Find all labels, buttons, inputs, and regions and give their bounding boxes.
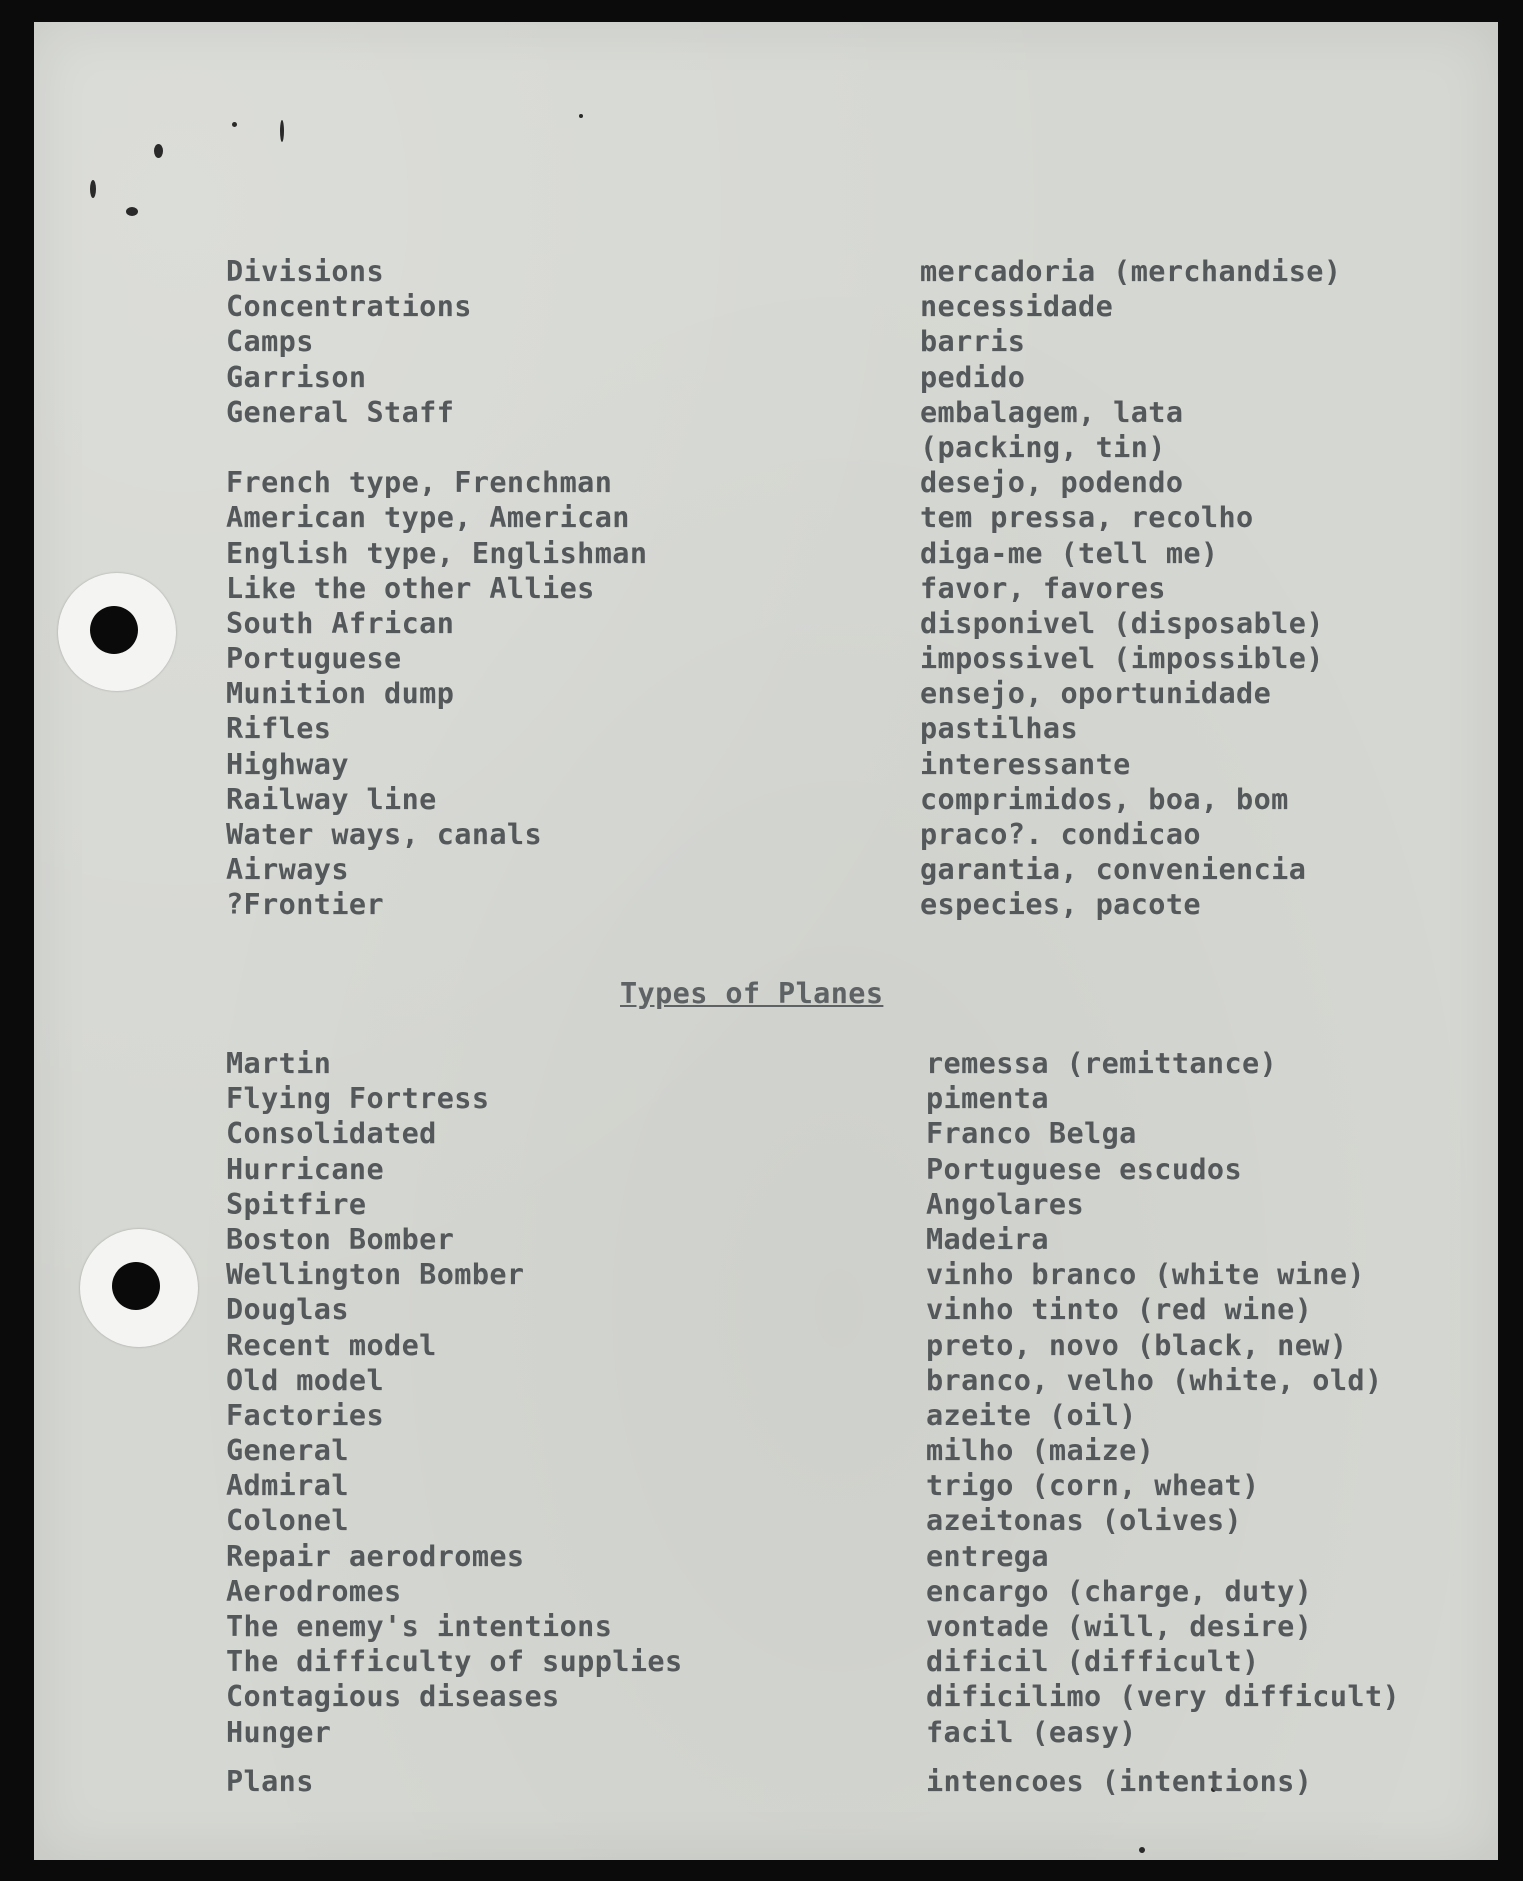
term: Aerodromes (226, 1574, 402, 1608)
term: Wellington Bomber (226, 1258, 525, 1292)
translation: vinho branco (white wine) (926, 1258, 1365, 1292)
translation: pedido (920, 360, 1026, 394)
term: Airways (226, 853, 349, 887)
term: American type, American (226, 501, 630, 535)
term: Admiral (226, 1469, 349, 1503)
term: English type, Englishman (226, 536, 648, 570)
term: The difficulty of supplies (226, 1645, 683, 1679)
term: Colonel (226, 1504, 349, 1538)
term: Recent model (226, 1328, 437, 1362)
translation: azeite (oil) (926, 1398, 1137, 1432)
translation: vinho tinto (red wine) (926, 1293, 1313, 1327)
translation: vontade (will, desire) (926, 1610, 1313, 1643)
term: Divisions (226, 255, 385, 288)
translation: Angolares (926, 1187, 1085, 1221)
translation: Portuguese escudos (926, 1152, 1243, 1186)
ink-speck (90, 180, 96, 198)
term: Boston Bomber (226, 1222, 455, 1256)
translation: dificilimo (very difficult) (926, 1680, 1401, 1714)
translation: mercadoria (merchandise) (920, 255, 1342, 288)
translation: facil (easy) (926, 1715, 1137, 1749)
translation: dificil (difficult) (926, 1645, 1260, 1679)
ink-speck (154, 144, 163, 158)
term: Flying Fortress (226, 1082, 490, 1116)
term (226, 430, 647, 465)
translation: garantia, conveniencia (920, 853, 1307, 887)
term: South African (226, 606, 455, 640)
term: Hurricane (226, 1152, 385, 1186)
term: Garrison (226, 360, 367, 394)
term: Repair aerodromes (226, 1539, 525, 1573)
punch-hole-top (58, 573, 176, 691)
top-left-column (226, 254, 647, 923)
translation: embalagem, lata (920, 395, 1184, 429)
ink-speck (232, 122, 237, 127)
term: General Staff (226, 395, 455, 429)
term: Douglas (226, 1293, 349, 1327)
term: The enemy's intentions (226, 1610, 613, 1643)
translation: tem pressa, recolho (920, 501, 1254, 535)
term: Old model (226, 1363, 385, 1397)
term: Like the other Allies (226, 571, 595, 605)
term: Consolidated (226, 1117, 437, 1151)
term: Hunger (226, 1715, 332, 1749)
translation: pimenta (926, 1082, 1049, 1116)
translation: necessidade (920, 290, 1114, 324)
translation: preto, novo (black, new) (926, 1328, 1348, 1362)
punch-hole-bottom (80, 1229, 198, 1347)
ink-speck (1139, 1847, 1145, 1853)
term: Rifles (226, 712, 332, 746)
ink-speck (280, 120, 284, 142)
translation: pastilhas (920, 712, 1079, 746)
translation: praco?. condicao (920, 818, 1201, 851)
translation: Madeira (926, 1222, 1049, 1256)
term: Railway line (226, 782, 437, 816)
translation: trigo (corn, wheat) (926, 1469, 1260, 1503)
translation: especies, pacote (920, 888, 1201, 922)
translation: comprimidos, boa, bom (920, 782, 1289, 816)
translation: interessante (920, 747, 1131, 781)
translation: intencoes (intentions) (926, 1764, 1313, 1798)
term: Contagious diseases (226, 1680, 560, 1714)
translation: entrega (926, 1539, 1049, 1573)
document-page (34, 22, 1498, 1860)
term: Spitfire (226, 1187, 367, 1221)
top-right-column (920, 254, 1341, 923)
term: Camps (226, 325, 314, 359)
translation: encargo (charge, duty) (926, 1574, 1313, 1608)
translation: milho (maize) (926, 1434, 1155, 1468)
translation: ensejo, oportunidade (920, 677, 1272, 711)
term: French type, Frenchman (226, 466, 613, 500)
translation: barris (920, 325, 1026, 359)
term: Munition dump (226, 677, 455, 711)
translation: remessa (remittance) (926, 1047, 1278, 1080)
term: ?Frontier (226, 888, 385, 922)
translation: branco, velho (white, old) (926, 1363, 1383, 1397)
bottom-right-column (926, 1046, 1400, 1799)
translation: (packing, tin) (920, 430, 1166, 464)
term: Water ways, canals (226, 818, 543, 851)
translation: diga-me (tell me) (920, 536, 1219, 570)
term: Concentrations (226, 290, 472, 324)
translation: impossivel (impossible) (920, 642, 1324, 676)
term: General (226, 1434, 349, 1468)
term: Factories (226, 1398, 385, 1432)
ink-speck (126, 207, 138, 216)
term: Portuguese (226, 642, 402, 676)
translation: favor, favores (920, 571, 1166, 605)
term: Highway (226, 747, 349, 781)
section-heading: Types of Planes (620, 977, 884, 1010)
translation: Franco Belga (926, 1117, 1137, 1151)
translation: disponivel (disposable) (920, 606, 1324, 640)
ink-speck (579, 114, 583, 118)
translation: desejo, podendo (920, 466, 1184, 500)
term: Plans (226, 1764, 314, 1798)
translation: azeitonas (olives) (926, 1504, 1243, 1538)
bottom-left-column (226, 1046, 683, 1799)
term: Martin (226, 1047, 332, 1080)
